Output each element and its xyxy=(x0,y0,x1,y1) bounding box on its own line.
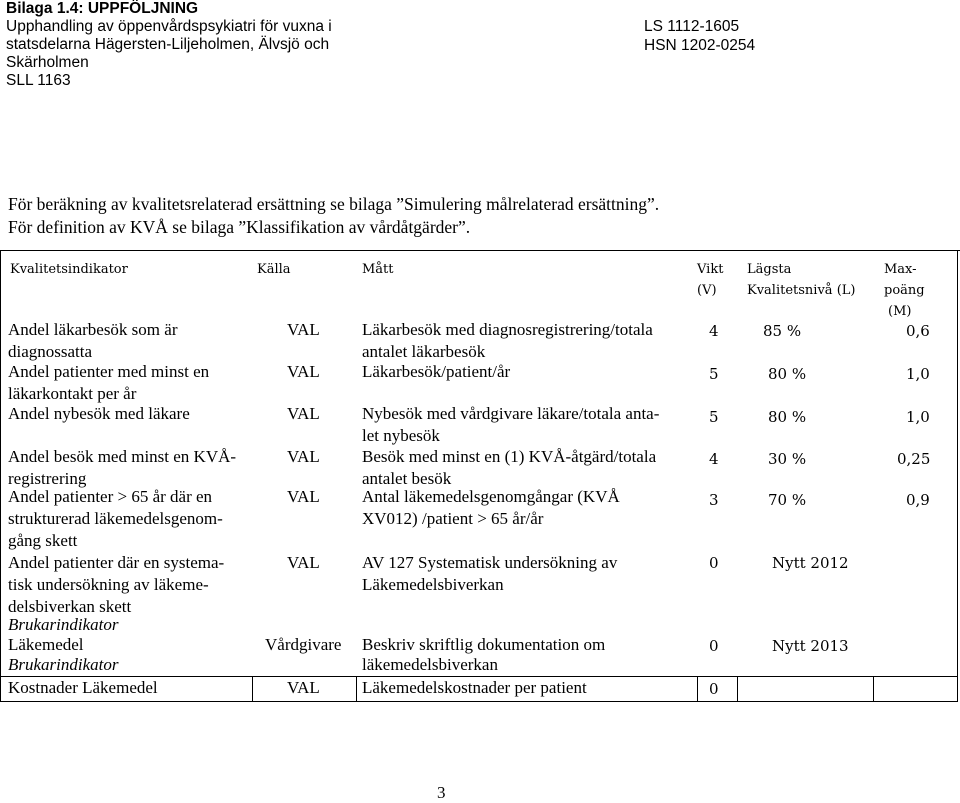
row5-indikator-line1: Andel patienter > 65 år där en xyxy=(8,487,213,506)
reference-number-hsn: HSN 1202-0254 xyxy=(644,37,756,54)
row5-matt-line1: Antal läkemedelsgenomgångar (KVÅ xyxy=(362,487,620,506)
table-col-divider-1 xyxy=(252,676,253,702)
table-col-divider-5 xyxy=(873,676,874,702)
row1-max: 0,6 xyxy=(906,322,930,340)
row4-matt-line2: antalet besök xyxy=(362,469,452,488)
row2-kalla: VAL xyxy=(287,362,320,381)
row5-matt-line2: XV012) /patient > 65 år/år xyxy=(362,509,544,528)
row5-max: 0,9 xyxy=(906,491,930,509)
row4-matt-line1: Besök med minst en (1) KVÅ-åtgärd/totala xyxy=(362,447,657,466)
header-vikt-unit: (V) xyxy=(697,283,717,298)
row7-matt-line1: Beskriv skriftlig dokumentation om xyxy=(362,635,606,654)
row5-indikator-line2: strukturerad läkemedelsgenom- xyxy=(8,509,223,528)
intro-text-classification: För definition av KVÅ se bilaga ”Klassifikation av vårdåtgärder”. xyxy=(8,217,471,237)
page-header xyxy=(0,0,960,100)
row1-vikt: 4 xyxy=(709,322,719,340)
row5-vikt: 3 xyxy=(709,491,719,509)
row8-indikator: Kostnader Läkemedel xyxy=(8,678,158,697)
intro-text-simulation: För beräkning av kvalitetsrelaterad ersättning se bilaga ”Simulering målrelaterad ersättning”. xyxy=(8,194,660,214)
row6-indikator-line3: delsbiverkan skett xyxy=(8,597,132,616)
row2-indikator-line1: Andel patienter med minst en xyxy=(8,362,210,381)
row4-vikt: 4 xyxy=(709,450,719,468)
row1-kalla: VAL xyxy=(287,320,320,339)
row3-lagsta: 80 % xyxy=(768,408,807,426)
page-number: 3 xyxy=(437,783,446,802)
row6-vikt: 0 xyxy=(709,554,719,572)
table-border-top xyxy=(0,250,960,251)
row4-lagsta: 30 % xyxy=(768,450,807,468)
row2-lagsta: 80 % xyxy=(768,365,807,383)
row1-matt-line2: antalet läkarbesök xyxy=(362,342,486,361)
row3-indikator-line1: Andel nybesök med läkare xyxy=(8,404,190,423)
row4-max: 0,25 xyxy=(897,450,931,468)
header-lagsta: Lägsta xyxy=(747,262,792,277)
row6-matt-line2: Läkemedelsbiverkan xyxy=(362,575,504,594)
row8-vikt: 0 xyxy=(709,680,719,698)
row7-indikator-line1: Läkemedel xyxy=(8,635,84,654)
row8-matt: Läkemedelskostnader per patient xyxy=(362,678,587,697)
row8-kalla: VAL xyxy=(287,678,320,697)
document-title: Bilaga 1.4: UPPFÖLJNING xyxy=(6,0,199,17)
row2-max: 1,0 xyxy=(906,365,930,383)
quality-indicator-table xyxy=(0,250,960,702)
header-lagsta-unit: Kvalitetsnivå (L) xyxy=(747,283,856,298)
table-border-bottom xyxy=(0,701,958,702)
row3-kalla: VAL xyxy=(287,404,320,423)
row7-kalla: Vårdgivare xyxy=(265,635,342,654)
table-border-right xyxy=(957,250,958,702)
row2-vikt: 5 xyxy=(709,365,719,383)
row5-kalla: VAL xyxy=(287,487,320,506)
table-border-left xyxy=(0,250,1,702)
header-kvalitetsindikator: Kvalitetsindikator xyxy=(10,262,128,277)
procurement-line-2: statsdelarna Hägersten-Liljeholmen, Älvsjö och xyxy=(6,36,330,53)
row1-lagsta: 85 % xyxy=(763,322,802,340)
header-matt: Mått xyxy=(362,262,394,277)
row4-indikator-line2: registrering xyxy=(8,469,87,488)
row3-vikt: 5 xyxy=(709,408,719,426)
header-max: Max- xyxy=(884,262,917,277)
table-col-divider-3 xyxy=(697,676,698,702)
row6-lagsta: Nytt 2012 xyxy=(772,554,849,572)
row7-brukarindikator: Brukarindikator xyxy=(8,655,119,674)
reference-number-ls: LS 1112-1605 xyxy=(644,18,740,35)
row7-lagsta: Nytt 2013 xyxy=(772,637,849,655)
row1-matt-line1: Läkarbesök med diagnosregistrering/totala xyxy=(362,320,653,339)
row6-matt-line1: AV 127 Systematisk undersökning av xyxy=(362,553,618,572)
row6-brukarindikator: Brukarindikator xyxy=(8,615,119,634)
procurement-line-1: Upphandling av öppenvårdspsykiatri för vuxna i xyxy=(6,18,332,35)
header-kalla: Källa xyxy=(257,262,291,277)
header-vikt: Vikt xyxy=(697,262,724,277)
header-max-2: poäng xyxy=(884,283,925,298)
row2-matt-line1: Läkarbesök/patient/år xyxy=(362,362,511,381)
row7-matt-line2: läkemedelsbiverkan xyxy=(362,655,498,674)
row6-indikator-line1: Andel patienter där en systema- xyxy=(8,553,225,572)
row3-matt-line2: let nybesök xyxy=(362,426,440,445)
procurement-line-3: Skärholmen xyxy=(6,54,89,71)
row4-kalla: VAL xyxy=(287,447,320,466)
table-col-divider-2 xyxy=(356,676,357,702)
row6-indikator-line2: tisk undersökning av läkeme- xyxy=(8,575,209,594)
row1-indikator-line2: diagnossatta xyxy=(8,342,93,361)
row3-max: 1,0 xyxy=(906,408,930,426)
row4-indikator-line1: Andel besök med minst en KVÅ- xyxy=(8,447,237,466)
row1-indikator-line1: Andel läkarbesök som är xyxy=(8,320,178,339)
row5-lagsta: 70 % xyxy=(768,491,807,509)
table-col-divider-4 xyxy=(737,676,738,702)
row7-vikt: 0 xyxy=(709,637,719,655)
row3-matt-line1: Nybesök med vårdgivare läkare/totala anta- xyxy=(362,404,660,423)
procurement-line-4: SLL 1163 xyxy=(6,72,71,89)
row2-indikator-line2: läkarkontakt per år xyxy=(8,384,137,403)
row6-kalla: VAL xyxy=(287,553,320,572)
header-max-unit: (M) xyxy=(888,304,912,319)
row5-indikator-line3: gång skett xyxy=(8,531,78,550)
